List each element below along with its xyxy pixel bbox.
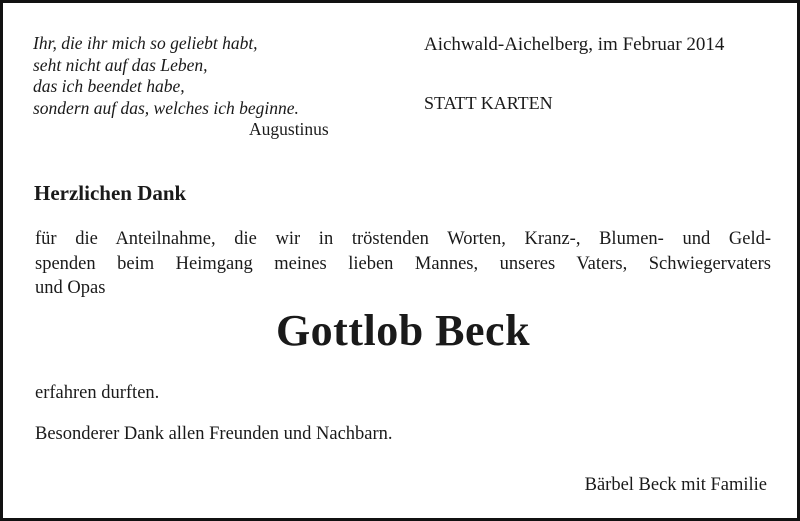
thanks-body	[35, 227, 771, 301]
statt-karten-label: STATT KARTEN	[424, 93, 553, 113]
after-name-text: erfahren durften.	[35, 383, 160, 403]
poem-quote	[33, 33, 299, 119]
poem-line-2: seht nicht auf das Leben,	[33, 54, 208, 75]
body-line-3: und Opas	[35, 278, 106, 298]
poem-author: Augustinus	[249, 119, 329, 139]
poem-line-4: sondern auf das, welches ich beginne.	[33, 97, 299, 118]
signature: Bärbel Beck mit Familie	[584, 475, 767, 495]
poem-line-3: das ich beendet habe,	[33, 76, 185, 96]
place-date: Aichwald-Aichelberg, im Februar 2014	[424, 34, 725, 55]
body-line-1: für die Anteilnahme, die wir in tröstenden Worten, Kranz-, Blumen- und Geld-	[35, 229, 771, 249]
body-line-2: spenden beim Heimgang meines lieben Mannes, unseres Vaters, Schwiegervaters	[35, 253, 771, 274]
thanks-heading: Herzlichen Dank	[34, 181, 187, 205]
deceased-name: Gottlob Beck	[275, 306, 531, 355]
special-thanks-text: Besonderer Dank allen Freunden und Nachbarn.	[35, 424, 393, 444]
poem-line-1: Ihr, die ihr mich so geliebt habt,	[33, 33, 258, 53]
